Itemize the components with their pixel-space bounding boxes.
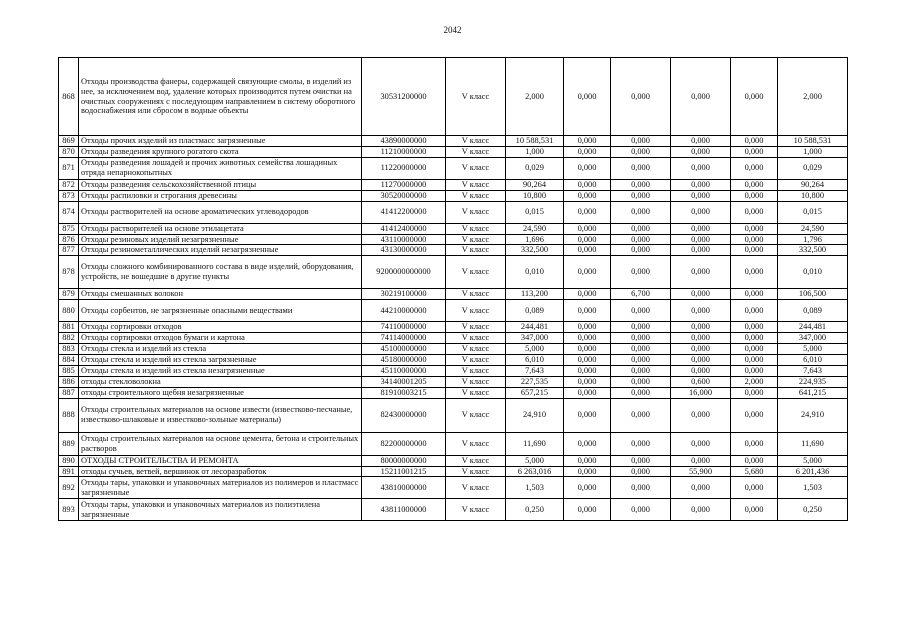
waste-name: Отходы сортировки отходов (79, 322, 362, 333)
waste-code: 30219100000 (362, 289, 446, 300)
row-number: 883 (59, 344, 79, 355)
value-1: 6 263,016 (506, 466, 564, 477)
value-2: 0,000 (564, 234, 611, 245)
value-6: 244,481 (778, 322, 848, 333)
value-1: 0,250 (506, 499, 564, 521)
waste-code: 41412400000 (362, 223, 446, 234)
row-number: 870 (59, 146, 79, 157)
waste-code: 74114000000 (362, 333, 446, 344)
row-number: 876 (59, 234, 79, 245)
waste-code: 43110000000 (362, 234, 446, 245)
value-3: 0,000 (611, 201, 671, 223)
waste-name: Отходы резинометаллических изделий незагрязненные (79, 245, 362, 256)
table-row (59, 477, 848, 499)
value-2: 0,000 (564, 300, 611, 322)
value-4: 0,000 (671, 201, 731, 223)
hazard-class: V класс (446, 376, 506, 387)
value-2: 0,000 (564, 398, 611, 432)
value-1: 10 588,531 (506, 136, 564, 147)
table-row (59, 344, 848, 355)
value-6: 0,089 (778, 300, 848, 322)
table-row (59, 455, 848, 466)
waste-name: Отходы смешанных волокон (79, 289, 362, 300)
value-3: 0,000 (611, 477, 671, 499)
value-2: 0,000 (564, 354, 611, 365)
value-4: 0,600 (671, 376, 731, 387)
value-2: 0,000 (564, 466, 611, 477)
table-row (59, 234, 848, 245)
table-row (59, 333, 848, 344)
value-1: 5,000 (506, 344, 564, 355)
value-2: 0,000 (564, 376, 611, 387)
value-6: 24,590 (778, 223, 848, 234)
value-3: 0,000 (611, 333, 671, 344)
hazard-class: V класс (446, 455, 506, 466)
hazard-class: V класс (446, 179, 506, 190)
waste-table (58, 57, 848, 521)
value-4: 0,000 (671, 179, 731, 190)
table-row (59, 466, 848, 477)
value-6: 0,015 (778, 201, 848, 223)
value-6: 1,796 (778, 234, 848, 245)
row-number: 868 (59, 58, 79, 136)
row-number: 880 (59, 300, 79, 322)
waste-code: 15211001215 (362, 466, 446, 477)
value-2: 0,000 (564, 289, 611, 300)
waste-code: 30520000000 (362, 190, 446, 201)
waste-code: 9200000000000 (362, 256, 446, 289)
table-row (59, 146, 848, 157)
value-1: 1,696 (506, 234, 564, 245)
value-3: 0,000 (611, 300, 671, 322)
row-number: 884 (59, 354, 79, 365)
value-6: 6 201,436 (778, 466, 848, 477)
waste-name: ОТХОДЫ СТРОИТЕЛЬСТВА И РЕМОНТА (79, 455, 362, 466)
value-1: 90,264 (506, 179, 564, 190)
value-4: 0,000 (671, 455, 731, 466)
value-4: 0,000 (671, 499, 731, 521)
value-3: 0,000 (611, 58, 671, 136)
value-2: 0,000 (564, 179, 611, 190)
value-5: 0,000 (731, 365, 778, 376)
table-row (59, 387, 848, 398)
value-1: 24,910 (506, 398, 564, 432)
table-row (59, 136, 848, 147)
waste-code: 45100000000 (362, 344, 446, 355)
waste-name: Отходы строительных материалов на основе извести (известково-песчаные, известково-шлаковые и известково-зольные материалы) (79, 398, 362, 432)
value-5: 2,000 (731, 376, 778, 387)
value-1: 113,200 (506, 289, 564, 300)
waste-name: Отходы разведения крупного рогатого скота (79, 146, 362, 157)
value-4: 0,000 (671, 58, 731, 136)
waste-code: 82430000000 (362, 398, 446, 432)
value-3: 0,000 (611, 157, 671, 179)
value-6: 224,935 (778, 376, 848, 387)
waste-name: отходы строительного щебня незагрязненные (79, 387, 362, 398)
waste-code: 41412200000 (362, 201, 446, 223)
hazard-class: V класс (446, 387, 506, 398)
value-6: 0,010 (778, 256, 848, 289)
value-1: 5,000 (506, 455, 564, 466)
waste-code: 43811000000 (362, 499, 446, 521)
hazard-class: V класс (446, 245, 506, 256)
value-1: 1,000 (506, 146, 564, 157)
value-2: 0,000 (564, 499, 611, 521)
value-5: 0,000 (731, 245, 778, 256)
waste-code: 45110000000 (362, 365, 446, 376)
value-5: 0,000 (731, 157, 778, 179)
waste-name: отходы сучьев, ветвей, вершинок от лесоразработок (79, 466, 362, 477)
value-6: 5,000 (778, 344, 848, 355)
waste-code: 11210000000 (362, 146, 446, 157)
hazard-class: V класс (446, 300, 506, 322)
value-4: 0,000 (671, 432, 731, 455)
waste-name: Отходы строительных материалов на основе цемента, бетона и строительных растворов (79, 432, 362, 455)
table-row (59, 365, 848, 376)
waste-code: 74110000000 (362, 322, 446, 333)
value-2: 0,000 (564, 136, 611, 147)
row-number: 877 (59, 245, 79, 256)
value-3: 0,000 (611, 344, 671, 355)
value-4: 0,000 (671, 256, 731, 289)
value-5: 0,000 (731, 136, 778, 147)
waste-name: Отходы стекла и изделий из стекла загрязненные (79, 354, 362, 365)
value-4: 0,000 (671, 354, 731, 365)
table-row (59, 289, 848, 300)
value-5: 0,000 (731, 146, 778, 157)
value-5: 0,000 (731, 58, 778, 136)
value-2: 0,000 (564, 201, 611, 223)
value-6: 10,800 (778, 190, 848, 201)
waste-name: отходы стекловолокна (79, 376, 362, 387)
table-row (59, 376, 848, 387)
waste-name: Отходы сортировки отходов бумаги и картона (79, 333, 362, 344)
waste-name: Отходы растворителей на основе ароматических углеводородов (79, 201, 362, 223)
row-number: 873 (59, 190, 79, 201)
waste-name: Отходы сложного комбинированного состава в виде изделий, оборудования, устройств, не вошедшие в другие пункты (79, 256, 362, 289)
waste-name: Отходы стекла и изделий из стекла (79, 344, 362, 355)
value-3: 6,700 (611, 289, 671, 300)
table-body (59, 58, 848, 521)
value-3: 0,000 (611, 234, 671, 245)
waste-code: 11220000000 (362, 157, 446, 179)
hazard-class: V класс (446, 58, 506, 136)
value-2: 0,000 (564, 322, 611, 333)
value-5: 0,000 (731, 300, 778, 322)
value-3: 0,000 (611, 466, 671, 477)
value-1: 657,215 (506, 387, 564, 398)
row-number: 879 (59, 289, 79, 300)
value-1: 1,503 (506, 477, 564, 499)
value-2: 0,000 (564, 477, 611, 499)
row-number: 891 (59, 466, 79, 477)
row-number: 893 (59, 499, 79, 521)
value-3: 0,000 (611, 387, 671, 398)
value-6: 106,500 (778, 289, 848, 300)
value-1: 6,010 (506, 354, 564, 365)
value-6: 11,690 (778, 432, 848, 455)
hazard-class: V класс (446, 333, 506, 344)
table-row (59, 398, 848, 432)
value-4: 0,000 (671, 289, 731, 300)
waste-code: 44210000000 (362, 300, 446, 322)
value-6: 6,010 (778, 354, 848, 365)
value-4: 0,000 (671, 344, 731, 355)
value-2: 0,000 (564, 223, 611, 234)
waste-name: Отходы тары, упаковки и упаковочных материалов из полимеров и пластмасс загрязненные (79, 477, 362, 499)
value-1: 0,029 (506, 157, 564, 179)
value-5: 0,000 (731, 179, 778, 190)
waste-name: Отходы сорбентов, не загрязненные опасными веществами (79, 300, 362, 322)
value-3: 0,000 (611, 354, 671, 365)
table-row (59, 322, 848, 333)
value-6: 90,264 (778, 179, 848, 190)
table-row (59, 201, 848, 223)
waste-code: 82200000000 (362, 432, 446, 455)
value-1: 332,500 (506, 245, 564, 256)
value-3: 0,000 (611, 499, 671, 521)
hazard-class: V класс (446, 432, 506, 455)
row-number: 878 (59, 256, 79, 289)
value-3: 0,000 (611, 245, 671, 256)
value-2: 0,000 (564, 365, 611, 376)
hazard-class: V класс (446, 234, 506, 245)
value-3: 0,000 (611, 322, 671, 333)
row-number: 881 (59, 322, 79, 333)
value-2: 0,000 (564, 387, 611, 398)
value-3: 0,000 (611, 190, 671, 201)
value-2: 0,000 (564, 256, 611, 289)
value-3: 0,000 (611, 136, 671, 147)
waste-code: 80000000000 (362, 455, 446, 466)
value-3: 0,000 (611, 223, 671, 234)
table-row (59, 179, 848, 190)
value-1: 0,015 (506, 201, 564, 223)
value-1: 2,000 (506, 58, 564, 136)
value-2: 0,000 (564, 455, 611, 466)
value-2: 0,000 (564, 146, 611, 157)
value-6: 347,000 (778, 333, 848, 344)
value-1: 0,089 (506, 300, 564, 322)
row-number: 872 (59, 179, 79, 190)
value-3: 0,000 (611, 179, 671, 190)
hazard-class: V класс (446, 157, 506, 179)
hazard-class: V класс (446, 136, 506, 147)
row-number: 874 (59, 201, 79, 223)
value-2: 0,000 (564, 58, 611, 136)
value-6: 332,500 (778, 245, 848, 256)
waste-name: Отходы стекла и изделий из стекла незагрязненные (79, 365, 362, 376)
table-row (59, 223, 848, 234)
row-number: 889 (59, 432, 79, 455)
hazard-class: V класс (446, 322, 506, 333)
value-3: 0,000 (611, 365, 671, 376)
value-4: 55,900 (671, 466, 731, 477)
table-row (59, 499, 848, 521)
value-3: 0,000 (611, 432, 671, 455)
hazard-class: V класс (446, 365, 506, 376)
value-4: 0,000 (671, 333, 731, 344)
table-row (59, 190, 848, 201)
value-5: 0,000 (731, 201, 778, 223)
value-6: 7,643 (778, 365, 848, 376)
value-5: 0,000 (731, 289, 778, 300)
value-1: 347,000 (506, 333, 564, 344)
table-row (59, 58, 848, 136)
row-number: 882 (59, 333, 79, 344)
hazard-class: V класс (446, 289, 506, 300)
value-5: 0,000 (731, 223, 778, 234)
hazard-class: V класс (446, 201, 506, 223)
value-1: 244,481 (506, 322, 564, 333)
value-3: 0,000 (611, 376, 671, 387)
waste-code: 81910003215 (362, 387, 446, 398)
value-4: 0,000 (671, 146, 731, 157)
hazard-class: V класс (446, 398, 506, 432)
value-5: 0,000 (731, 499, 778, 521)
hazard-class: V класс (446, 190, 506, 201)
value-5: 0,000 (731, 398, 778, 432)
waste-name: Отходы прочих изделий из пластмасс загрязненные (79, 136, 362, 147)
value-4: 0,000 (671, 223, 731, 234)
value-5: 0,000 (731, 190, 778, 201)
hazard-class: V класс (446, 499, 506, 521)
table-row (59, 256, 848, 289)
value-2: 0,000 (564, 432, 611, 455)
waste-code: 43130000000 (362, 245, 446, 256)
value-6: 24,910 (778, 398, 848, 432)
value-6: 5,000 (778, 455, 848, 466)
value-5: 0,000 (731, 387, 778, 398)
waste-code: 43810000000 (362, 477, 446, 499)
value-5: 0,000 (731, 234, 778, 245)
waste-code: 30531200000 (362, 58, 446, 136)
hazard-class: V класс (446, 477, 506, 499)
value-5: 0,000 (731, 455, 778, 466)
value-6: 10 588,531 (778, 136, 848, 147)
hazard-class: V класс (446, 354, 506, 365)
hazard-class: V класс (446, 223, 506, 234)
value-4: 0,000 (671, 300, 731, 322)
value-6: 0,029 (778, 157, 848, 179)
value-5: 0,000 (731, 477, 778, 499)
value-1: 10,800 (506, 190, 564, 201)
value-4: 0,000 (671, 245, 731, 256)
table-row (59, 245, 848, 256)
value-4: 0,000 (671, 398, 731, 432)
page-number: 2042 (443, 25, 462, 35)
value-1: 0,010 (506, 256, 564, 289)
row-number: 885 (59, 365, 79, 376)
waste-code: 34140001205 (362, 376, 446, 387)
table-row (59, 157, 848, 179)
hazard-class: V класс (446, 256, 506, 289)
waste-code: 11270000000 (362, 179, 446, 190)
row-number: 869 (59, 136, 79, 147)
value-5: 5,680 (731, 466, 778, 477)
waste-name: Отходы резиновых изделий незагрязненные (79, 234, 362, 245)
value-5: 0,000 (731, 322, 778, 333)
value-4: 16,000 (671, 387, 731, 398)
value-4: 0,000 (671, 136, 731, 147)
value-5: 0,000 (731, 333, 778, 344)
row-number: 888 (59, 398, 79, 432)
value-3: 0,000 (611, 398, 671, 432)
hazard-class: V класс (446, 466, 506, 477)
hazard-class: V класс (446, 344, 506, 355)
row-number: 871 (59, 157, 79, 179)
table-row (59, 300, 848, 322)
value-4: 0,000 (671, 234, 731, 245)
value-6: 0,250 (778, 499, 848, 521)
waste-name: Отходы растворителей на основе этилацетата (79, 223, 362, 234)
waste-code: 45180000000 (362, 354, 446, 365)
value-5: 0,000 (731, 354, 778, 365)
waste-name: Отходы производства фанеры, содержащей связующие смолы, в изделий из нее, за исключением вод, удаление которых производится путем очистки на очистных сооружениях с последующим направлением в систему оборотного водоснабжения или сбросом в водные объекты (79, 58, 362, 136)
value-1: 24,590 (506, 223, 564, 234)
value-6: 2,000 (778, 58, 848, 136)
row-number: 886 (59, 376, 79, 387)
waste-name: Отходы разведения сельскохозяйственной птицы (79, 179, 362, 190)
value-5: 0,000 (731, 432, 778, 455)
value-5: 0,000 (731, 344, 778, 355)
row-number: 875 (59, 223, 79, 234)
value-6: 1,503 (778, 477, 848, 499)
value-2: 0,000 (564, 157, 611, 179)
table-row (59, 432, 848, 455)
table-row (59, 354, 848, 365)
row-number: 887 (59, 387, 79, 398)
row-number: 892 (59, 477, 79, 499)
value-6: 1,000 (778, 146, 848, 157)
value-3: 0,000 (611, 256, 671, 289)
waste-name: Отходы распиловки и строгания древесины (79, 190, 362, 201)
value-2: 0,000 (564, 245, 611, 256)
value-1: 7,643 (506, 365, 564, 376)
value-2: 0,000 (564, 190, 611, 201)
waste-name: Отходы разведения лошадей и прочих животных семейства лошадиных отряда непарнокопытных (79, 157, 362, 179)
hazard-class: V класс (446, 146, 506, 157)
value-4: 0,000 (671, 322, 731, 333)
value-4: 0,000 (671, 477, 731, 499)
value-4: 0,000 (671, 190, 731, 201)
row-number: 890 (59, 455, 79, 466)
value-6: 641,215 (778, 387, 848, 398)
value-2: 0,000 (564, 333, 611, 344)
value-1: 227,535 (506, 376, 564, 387)
value-3: 0,000 (611, 455, 671, 466)
value-4: 0,000 (671, 157, 731, 179)
waste-name: Отходы тары, упаковки и упаковочных материалов из полиэтилена загрязненные (79, 499, 362, 521)
waste-code: 43890000000 (362, 136, 446, 147)
value-3: 0,000 (611, 146, 671, 157)
value-1: 11,690 (506, 432, 564, 455)
value-2: 0,000 (564, 344, 611, 355)
value-4: 0,000 (671, 365, 731, 376)
value-5: 0,000 (731, 256, 778, 289)
